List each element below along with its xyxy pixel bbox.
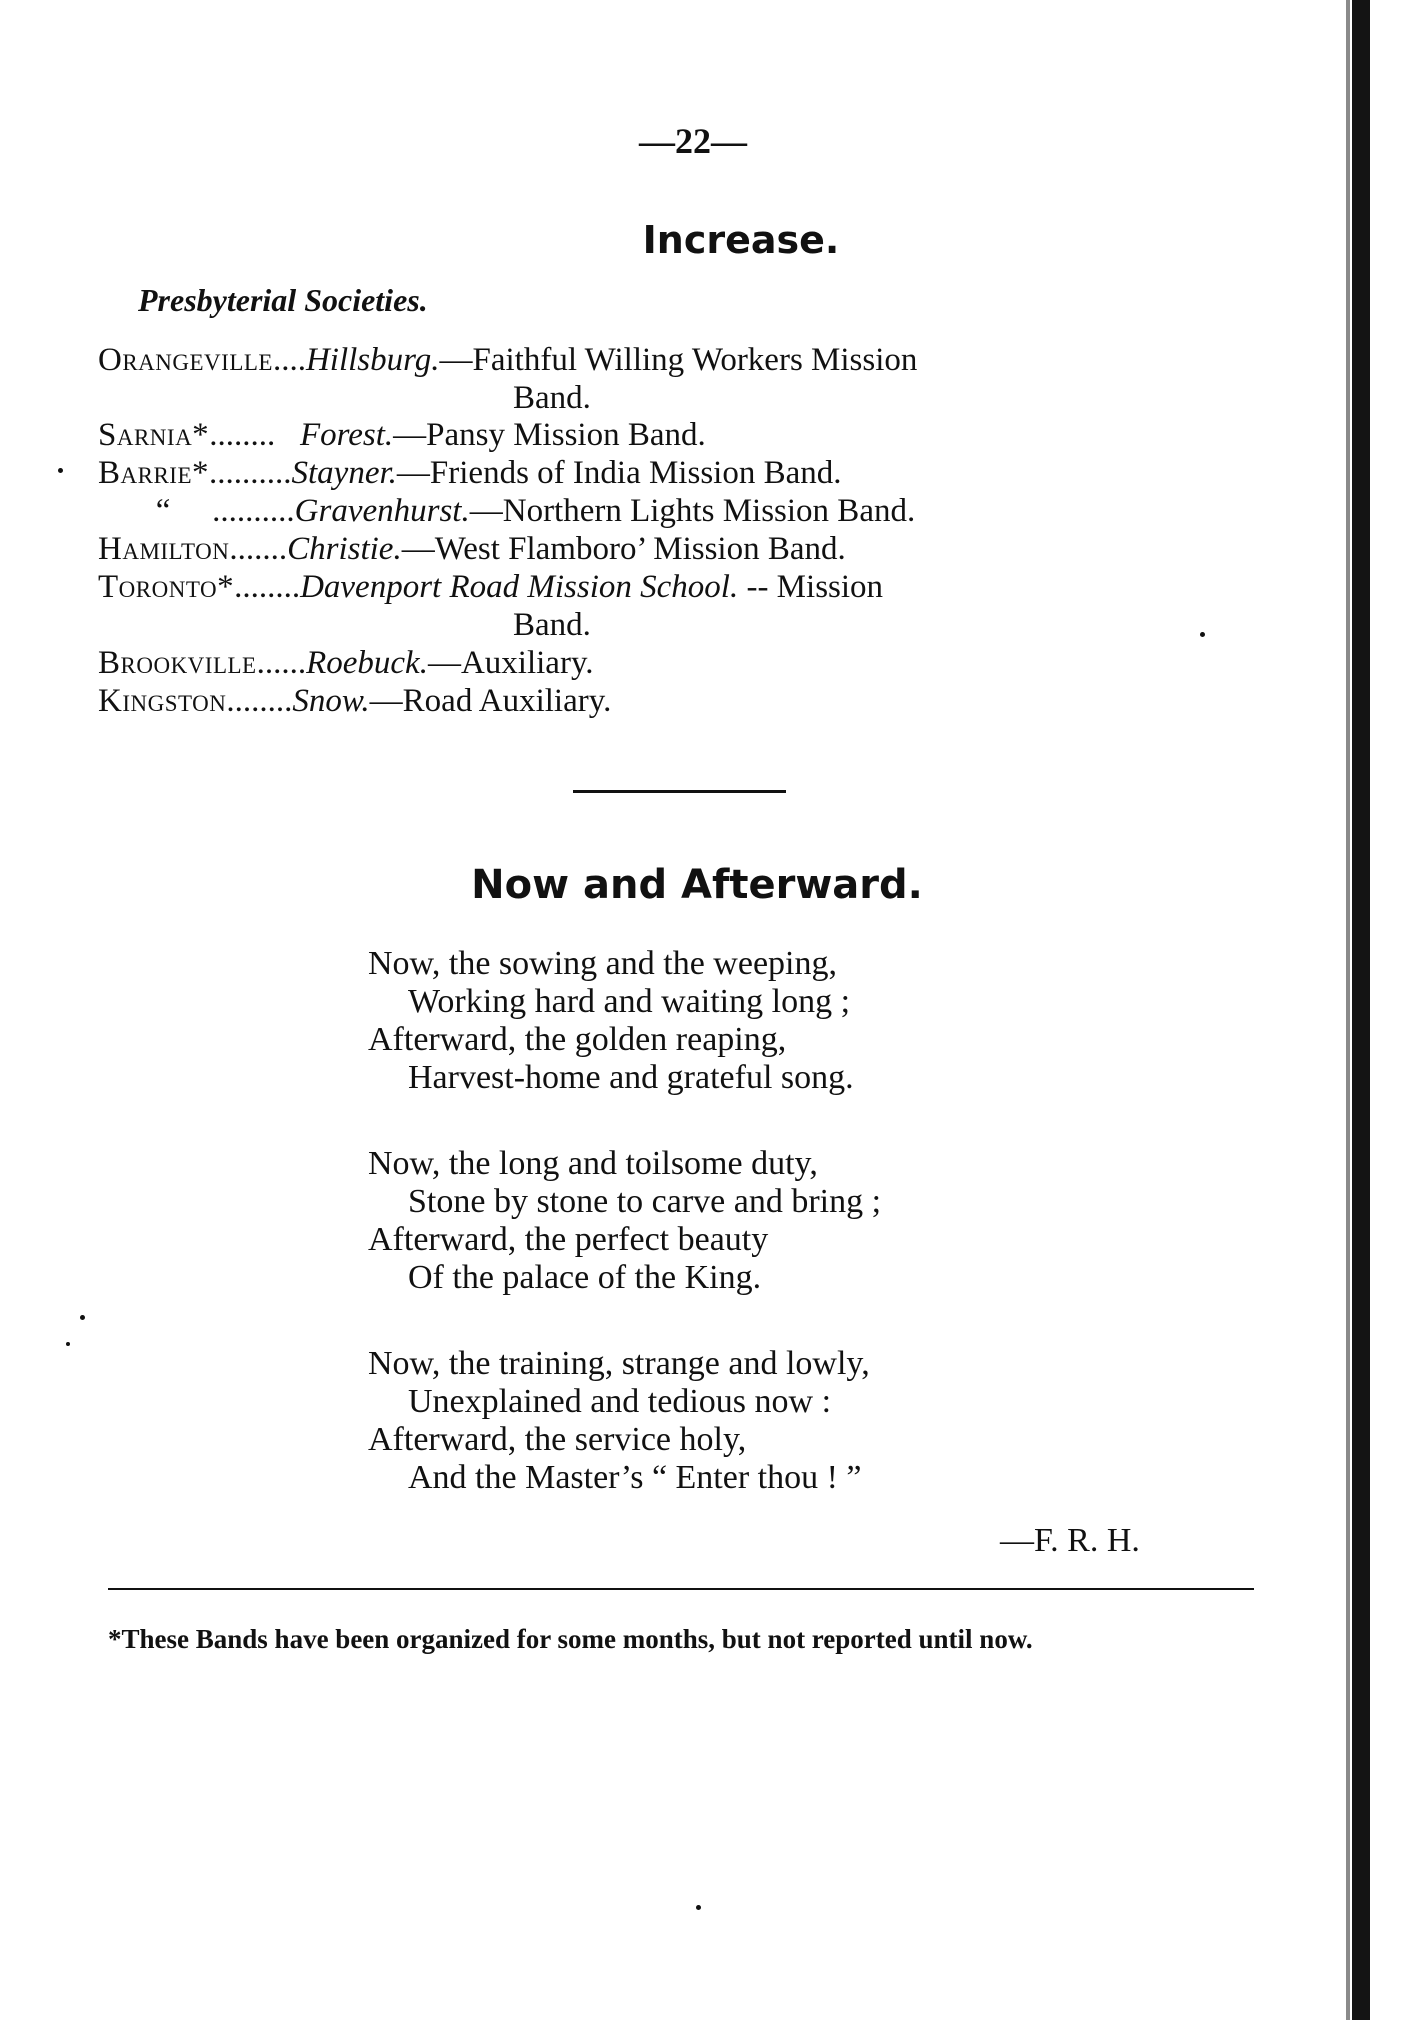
dot-leader: ...... — [256, 645, 307, 681]
increase-heading: Increase. — [642, 218, 840, 262]
society-town: Forest. — [299, 417, 394, 453]
society-town: Davenport Road Mission School. — [300, 569, 739, 605]
poem-line: Stone by stone to carve and bring ; — [408, 1183, 882, 1220]
poem-title: Now and Afterward. — [471, 862, 923, 908]
poem-line: Now, the training, strange and lowly, — [368, 1345, 870, 1382]
footnote: *These Bands have been organized for some months, but not reported until now. — [108, 1624, 1033, 1654]
society-entry — [98, 681, 611, 721]
society-description: —Northern Lights Mission Band. — [469, 493, 916, 529]
society-place: Barrie* — [98, 455, 210, 491]
print-speck — [66, 1342, 70, 1346]
poem-signature: —F. R. H. — [1000, 1522, 1140, 1559]
society-description: -- Mission — [746, 569, 884, 605]
society-town: Roebuck. — [306, 645, 428, 681]
dot-leader: ....... — [229, 531, 288, 567]
poem-stanza — [368, 1345, 870, 1497]
society-entry — [98, 453, 842, 493]
society-description: —Auxiliary. — [427, 645, 594, 681]
society-entry — [98, 567, 884, 643]
print-speck — [1200, 632, 1205, 637]
poem-line: Now, the sowing and the weeping, — [368, 945, 837, 982]
presbyterial-subheading: Presbyterial Societies. — [138, 282, 428, 318]
print-speck — [696, 1905, 701, 1910]
society-entry — [98, 529, 846, 569]
society-place: Toronto* — [98, 569, 235, 605]
dot-leader: .......... — [203, 493, 295, 529]
dot-leader: .......... — [209, 455, 292, 491]
dot-leader: ........ — [226, 683, 293, 719]
print-speck — [80, 1315, 85, 1320]
page-number: —22— — [639, 121, 747, 161]
society-entry — [98, 643, 594, 683]
society-town: Gravenhurst. — [294, 493, 470, 529]
poem-line: Harvest-home and grateful song. — [408, 1059, 854, 1096]
society-place: Orangeville — [98, 342, 273, 378]
poem-line: And the Master’s “ Enter thou ! ” — [408, 1459, 862, 1496]
poem-line: Afterward, the golden reaping, — [368, 1021, 787, 1058]
society-town: Hillsburg. — [305, 342, 440, 378]
society-town: Stayner. — [291, 455, 397, 491]
page-edge-bar — [1352, 0, 1370, 2020]
dot-leader: ........ — [209, 417, 276, 453]
society-place: Hamilton — [98, 531, 230, 567]
society-entry — [98, 491, 915, 531]
footnote-rule — [108, 1588, 1254, 1590]
poem-stanza — [368, 1145, 881, 1297]
society-place: “ — [155, 493, 171, 529]
society-place: Brookville — [98, 645, 257, 681]
poem-line: Of the palace of the King. — [408, 1259, 762, 1296]
society-description: —Friends of India Mission Band. — [396, 455, 842, 491]
society-description-continued: Band. — [513, 380, 591, 416]
society-description: —Pansy Mission Band. — [393, 417, 706, 453]
society-description: —Faithful Willing Workers Mission — [439, 342, 918, 378]
poem-line: Afterward, the service holy, — [368, 1421, 747, 1458]
society-description: —West Flamboro’ Mission Band. — [401, 531, 846, 567]
society-place: Sarnia* — [98, 417, 210, 453]
poem-line: Working hard and waiting long ; — [408, 983, 851, 1020]
poem-stanza — [368, 945, 854, 1097]
society-entry — [98, 415, 706, 455]
society-place: Kingston — [98, 683, 227, 719]
society-description: —Road Auxiliary. — [369, 683, 612, 719]
page-edge-shadow — [1346, 0, 1350, 2020]
print-speck — [58, 468, 63, 473]
dot-leader: ........ — [234, 569, 301, 605]
society-description-continued: Band. — [513, 607, 591, 643]
society-town: Snow. — [292, 683, 370, 719]
dot-leader: .... — [272, 342, 306, 378]
society-town: Christie. — [287, 531, 402, 567]
society-entry — [98, 340, 918, 416]
poem-line: Afterward, the perfect beauty — [368, 1221, 769, 1258]
poem-line: Unexplained and tedious now : — [408, 1383, 832, 1420]
section-divider — [573, 790, 786, 793]
poem-line: Now, the long and toilsome duty, — [368, 1145, 818, 1182]
